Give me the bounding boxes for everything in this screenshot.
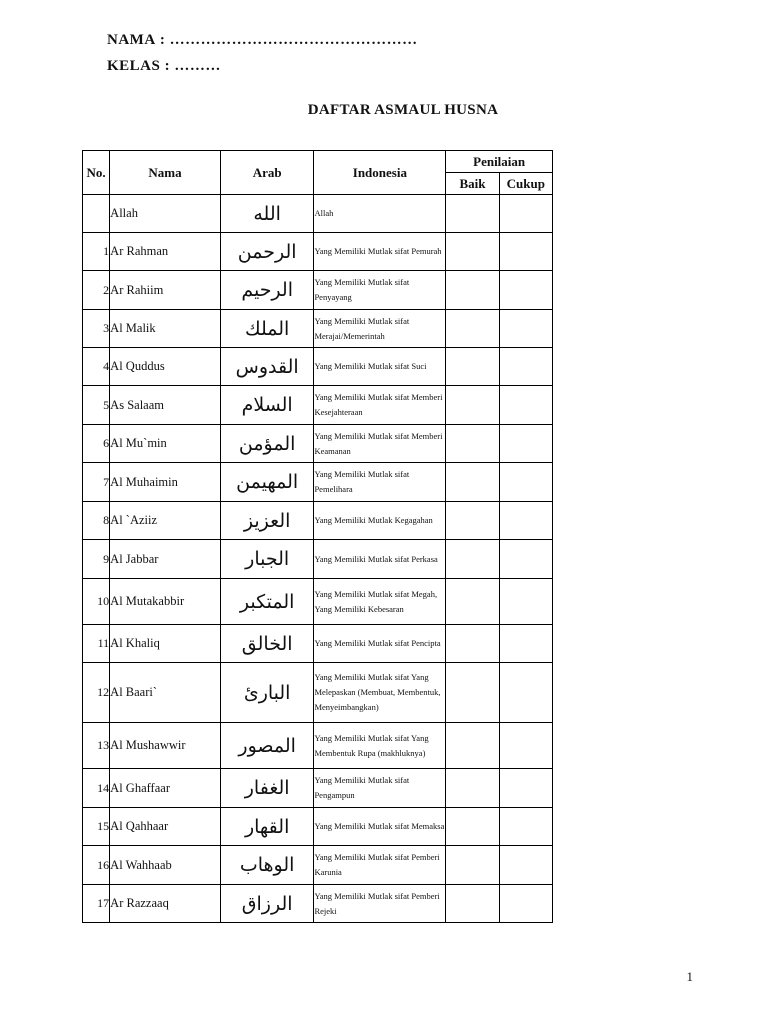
- row-indonesia: Yang Memiliki Mutlak sifat Memberi Keamanan: [314, 425, 446, 463]
- row-arab: الخالق: [220, 625, 314, 663]
- row-cukup-cell[interactable]: [499, 663, 552, 723]
- row-number: 17: [83, 885, 110, 923]
- row-nama: Al Quddus: [110, 348, 221, 386]
- row-arab: المؤمن: [220, 425, 314, 463]
- row-nama: Ar Rahman: [110, 233, 221, 271]
- row-number: 11: [83, 625, 110, 663]
- row-number: 6: [83, 425, 110, 463]
- row-baik-cell[interactable]: [446, 502, 499, 540]
- row-indonesia: Yang Memiliki Mutlak sifat Pemberi Karunia: [314, 846, 446, 885]
- header-cukup: Cukup: [499, 173, 552, 195]
- table-row: [83, 625, 553, 663]
- header-penilaian: Penilaian: [446, 151, 553, 173]
- document-title: DAFTAR ASMAUL HUSNA: [307, 102, 499, 118]
- row-cukup-cell[interactable]: [499, 579, 552, 625]
- table-row: [83, 463, 553, 502]
- row-number: 13: [83, 723, 110, 769]
- row-baik-cell[interactable]: [446, 310, 499, 348]
- table-row: [83, 233, 553, 271]
- row-cukup-cell[interactable]: [499, 386, 552, 425]
- row-indonesia: Yang Memiliki Mutlak sifat Suci: [314, 348, 446, 386]
- row-cukup-cell[interactable]: [499, 723, 552, 769]
- row-nama: Allah: [110, 195, 221, 233]
- row-baik-cell[interactable]: [446, 463, 499, 502]
- row-nama: Al Qahhaar: [110, 808, 221, 846]
- table-row: [83, 846, 553, 885]
- header-indonesia: Indonesia: [314, 151, 446, 195]
- row-baik-cell[interactable]: [446, 846, 499, 885]
- row-indonesia: Yang Memiliki Mutlak Kegagahan: [314, 502, 446, 540]
- row-number: 4: [83, 348, 110, 386]
- row-cukup-cell[interactable]: [499, 769, 552, 808]
- table-row: [83, 663, 553, 723]
- row-number: 7: [83, 463, 110, 502]
- row-number: 12: [83, 663, 110, 723]
- row-arab: الله: [220, 195, 314, 233]
- row-number: 15: [83, 808, 110, 846]
- row-nama: Ar Rahiim: [110, 271, 221, 310]
- table-row: [83, 808, 553, 846]
- row-indonesia: Yang Memiliki Mutlak sifat Pemelihara: [314, 463, 446, 502]
- row-cukup-cell[interactable]: [499, 540, 552, 579]
- row-indonesia: Yang Memiliki Mutlak sifat Yang Melepaskan (Membuat, Membentuk, Menyeimbangkan): [314, 663, 446, 723]
- row-number: 10: [83, 579, 110, 625]
- nama-field[interactable]: : …………………………………………: [159, 32, 418, 48]
- row-nama: Al Muhaimin: [110, 463, 221, 502]
- table-row: [83, 723, 553, 769]
- row-number: 8: [83, 502, 110, 540]
- page-number: 1: [686, 969, 693, 984]
- row-cukup-cell[interactable]: [499, 885, 552, 923]
- header-baik: Baik: [446, 173, 499, 195]
- row-arab: الجبار: [220, 540, 314, 579]
- row-number: 16: [83, 846, 110, 885]
- row-arab: المتكبر: [220, 579, 314, 625]
- row-cukup-cell[interactable]: [499, 233, 552, 271]
- row-nama: Al Mushawwir: [110, 723, 221, 769]
- row-cukup-cell[interactable]: [499, 271, 552, 310]
- row-baik-cell[interactable]: [446, 663, 499, 723]
- row-baik-cell[interactable]: [446, 348, 499, 386]
- row-indonesia: Yang Memiliki Mutlak sifat Yang Membentuk Rupa (makhluknya): [314, 723, 446, 769]
- row-arab: القدوس: [220, 348, 314, 386]
- row-arab: السلام: [220, 386, 314, 425]
- row-indonesia: Yang Memiliki Mutlak sifat Pencipta: [314, 625, 446, 663]
- table-row: [83, 885, 553, 923]
- row-baik-cell[interactable]: [446, 885, 499, 923]
- row-cukup-cell[interactable]: [499, 502, 552, 540]
- row-number: 5: [83, 386, 110, 425]
- row-number: 9: [83, 540, 110, 579]
- table-row: [83, 195, 553, 233]
- row-indonesia: Allah: [314, 195, 446, 233]
- row-cukup-cell[interactable]: [499, 348, 552, 386]
- row-arab: الرحمن: [220, 233, 314, 271]
- row-baik-cell[interactable]: [446, 625, 499, 663]
- row-arab: المهيمن: [220, 463, 314, 502]
- row-nama: As Salaam: [110, 386, 221, 425]
- row-baik-cell[interactable]: [446, 808, 499, 846]
- table-row: [83, 348, 553, 386]
- row-baik-cell[interactable]: [446, 386, 499, 425]
- table-row: [83, 540, 553, 579]
- row-cukup-cell[interactable]: [499, 808, 552, 846]
- row-indonesia: Yang Memiliki Mutlak sifat Memberi Kesejahteraan: [314, 386, 446, 425]
- table-row: [83, 579, 553, 625]
- nama-label: NAMA: [107, 32, 156, 48]
- row-arab: العزيز: [220, 502, 314, 540]
- header-no: No.: [83, 151, 110, 195]
- row-indonesia: Yang Memiliki Mutlak sifat Pemurah: [314, 233, 446, 271]
- row-arab: البارئ: [220, 663, 314, 723]
- row-arab: القهار: [220, 808, 314, 846]
- table-row: [83, 386, 553, 425]
- row-nama: Ar Razzaaq: [110, 885, 221, 923]
- row-baik-cell[interactable]: [446, 425, 499, 463]
- row-baik-cell[interactable]: [446, 723, 499, 769]
- row-nama: Al Mutakabbir: [110, 579, 221, 625]
- header-nama: Nama: [110, 151, 221, 195]
- table-row: [83, 769, 553, 808]
- header-arab: Arab: [220, 151, 314, 195]
- row-indonesia: Yang Memiliki Mutlak sifat Perkasa: [314, 540, 446, 579]
- row-baik-cell[interactable]: [446, 195, 499, 233]
- row-cukup-cell[interactable]: [499, 463, 552, 502]
- row-cukup-cell[interactable]: [499, 846, 552, 885]
- row-baik-cell[interactable]: [446, 233, 499, 271]
- row-nama: Al Khaliq: [110, 625, 221, 663]
- row-baik-cell[interactable]: [446, 540, 499, 579]
- row-arab: الرحيم: [220, 271, 314, 310]
- row-baik-cell[interactable]: [446, 271, 499, 310]
- row-arab: الملك: [220, 310, 314, 348]
- row-cukup-cell[interactable]: [499, 195, 552, 233]
- row-number: 2: [83, 271, 110, 310]
- row-nama: Al `Aziiz: [110, 502, 221, 540]
- row-indonesia: Yang Memiliki Mutlak sifat Memaksa: [314, 808, 446, 846]
- row-nama: Al Malik: [110, 310, 221, 348]
- row-nama: Al Wahhaab: [110, 846, 221, 885]
- row-number: 3: [83, 310, 110, 348]
- kelas-label: KELAS: [107, 58, 161, 74]
- asmaul-husna-table: [82, 150, 553, 923]
- row-indonesia: Yang Memiliki Mutlak sifat Pengampun: [314, 769, 446, 808]
- row-nama: Al Jabbar: [110, 540, 221, 579]
- table-body: [83, 195, 553, 923]
- row-arab: المصور: [220, 723, 314, 769]
- row-nama: Al Mu`min: [110, 425, 221, 463]
- row-arab: الوهاب: [220, 846, 314, 885]
- row-indonesia: Yang Memiliki Mutlak sifat Megah, Yang Memiliki Kebesaran: [314, 579, 446, 625]
- row-indonesia: Yang Memiliki Mutlak sifat Merajai/Memerintah: [314, 310, 446, 348]
- row-cukup-cell[interactable]: [499, 625, 552, 663]
- table-row: [83, 271, 553, 310]
- table-row: [83, 502, 553, 540]
- row-nama: Al Baari`: [110, 663, 221, 723]
- row-baik-cell[interactable]: [446, 769, 499, 808]
- row-cukup-cell[interactable]: [499, 425, 552, 463]
- row-baik-cell[interactable]: [446, 579, 499, 625]
- row-indonesia: Yang Memiliki Mutlak sifat Penyayang: [314, 271, 446, 310]
- row-cukup-cell[interactable]: [499, 310, 552, 348]
- row-number: 1: [83, 233, 110, 271]
- table-row: [83, 425, 553, 463]
- kelas-field[interactable]: : ………: [164, 58, 221, 74]
- table-row: [83, 310, 553, 348]
- row-arab: الغفار: [220, 769, 314, 808]
- row-number: [83, 195, 110, 233]
- row-indonesia: Yang Memiliki Mutlak sifat Pemberi Rejeki: [314, 885, 446, 923]
- nama-line: [107, 32, 418, 49]
- row-arab: الرزاق: [220, 885, 314, 923]
- kelas-line: [107, 58, 221, 75]
- row-nama: Al Ghaffaar: [110, 769, 221, 808]
- row-number: 14: [83, 769, 110, 808]
